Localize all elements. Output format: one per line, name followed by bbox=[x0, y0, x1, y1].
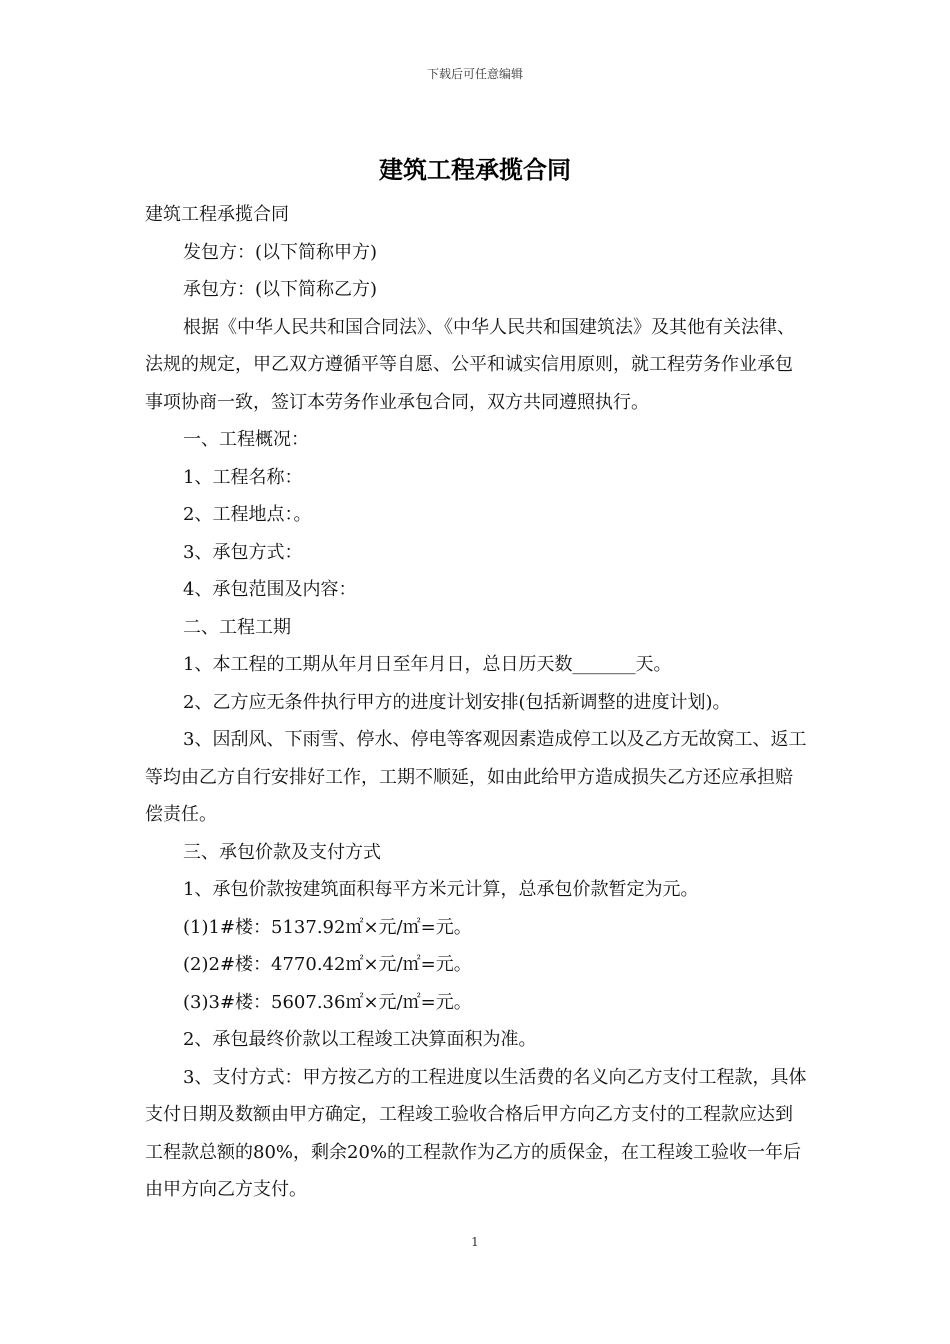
paragraph: 1、工程名称： bbox=[183, 466, 303, 488]
paragraph: 承包方：(以下简称乙方) bbox=[183, 279, 378, 300]
paragraph: 2、承包最终价款以工程竣工决算面积为准。 bbox=[183, 1029, 537, 1050]
paragraph: 3、因刮风、下雨雪、停水、停电等客观因素造成停工以及乙方无故窝工、返工等均由乙方自行安排好工作，工期不顺延，如由此给甲方造成损失乙方还应承担赔偿责任。 bbox=[145, 729, 807, 825]
section-heading: 一、工程概况： bbox=[183, 429, 309, 450]
paragraph: 建筑工程承揽合同 bbox=[145, 204, 289, 225]
paragraph: 3、承包方式： bbox=[183, 541, 303, 563]
document-title: 建筑工程承揽合同 bbox=[379, 155, 571, 184]
paragraph: 4、承包范围及内容： bbox=[183, 579, 357, 600]
paragraph: 2、乙方应无条件执行甲方的进度计划安排(包括新调整的进度计划)。 bbox=[183, 691, 731, 713]
section-heading: 二、工程工期 bbox=[183, 616, 291, 638]
paragraph: 根据《中华人民共和国合同法》、《中华人民共和国建筑法》及其他有关法律、法规的规定，甲乙双方遵循平等自愿、公平和诚实信用原则，就工程劳务作业承包事项协商一致，签订本劳务作业承包合同，双方共同遵照执行。 bbox=[145, 316, 795, 413]
document-body bbox=[145, 196, 807, 1209]
paragraph: 发包方：(以下简称甲方) bbox=[183, 241, 378, 263]
paragraph: (1)1#楼：5137.92㎡×元/㎡=元。 bbox=[183, 916, 472, 938]
paragraph: (2)2#楼：4770.42㎡×元/㎡=元。 bbox=[183, 954, 472, 975]
paragraph: 2、工程地点：。 bbox=[183, 504, 312, 525]
paragraph: 1、承包价款按建筑面积每平方米元计算，总承包价款暂定为元。 bbox=[183, 879, 699, 900]
paragraph: 3、支付方式：甲方按乙方的工程进度以生活费的名义向乙方支付工程款，具体支付日期及数额由甲方确定，工程竣工验收合格后甲方向乙方支付的工程款应达到工程款总额的80%，剩余20%的工程款作为乙方的质保金，在工程竣工验收一年后由甲方向乙方支付。 bbox=[145, 1066, 807, 1200]
section-heading: 三、承包价款及支付方式 bbox=[183, 841, 381, 863]
page-number: 1 bbox=[471, 1235, 479, 1249]
paragraph: 1、本工程的工期从年月日至年月日，总日历天数_______天。 bbox=[183, 654, 672, 675]
paragraph: (3)3#楼：5607.36㎡×元/㎡=元。 bbox=[183, 991, 472, 1013]
header-note: 下载后可任意编辑 bbox=[426, 67, 523, 81]
